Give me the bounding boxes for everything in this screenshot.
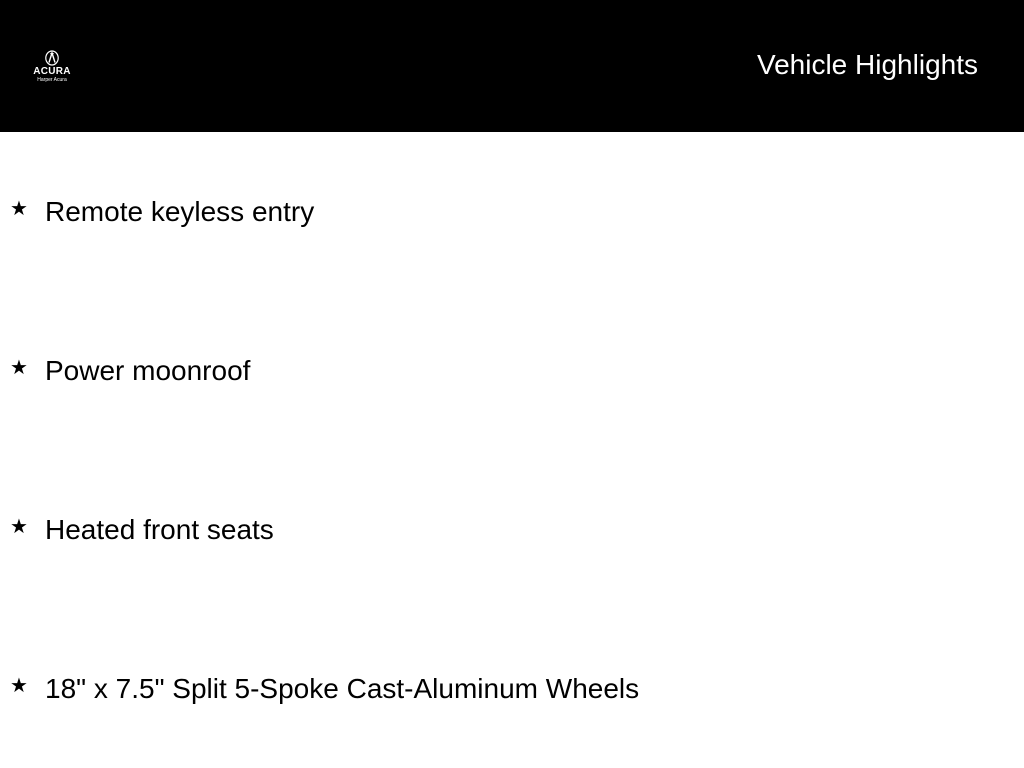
highlight-text: 18" x 7.5" Split 5-Spoke Cast-Aluminum Wheels <box>45 673 640 704</box>
list-item <box>10 192 314 232</box>
star-icon: ★ <box>10 357 28 379</box>
logo-dealer-text: Harper Acura <box>37 77 67 83</box>
star-icon: ★ <box>10 516 28 538</box>
logo-brand-text: ACURA <box>33 66 71 77</box>
list-item <box>10 510 274 550</box>
highlight-text: Remote keyless entry <box>45 196 315 227</box>
star-icon: ★ <box>10 675 28 697</box>
dealer-logo[interactable] <box>26 50 78 86</box>
page-title: Vehicle Highlights <box>756 49 978 80</box>
acura-logo-icon <box>44 50 60 66</box>
list-item <box>10 351 250 391</box>
header-bar <box>0 0 1024 132</box>
highlight-text: Heated front seats <box>45 514 274 545</box>
star-icon: ★ <box>10 198 28 220</box>
list-item <box>10 669 639 709</box>
highlight-text: Power moonroof <box>45 355 251 386</box>
